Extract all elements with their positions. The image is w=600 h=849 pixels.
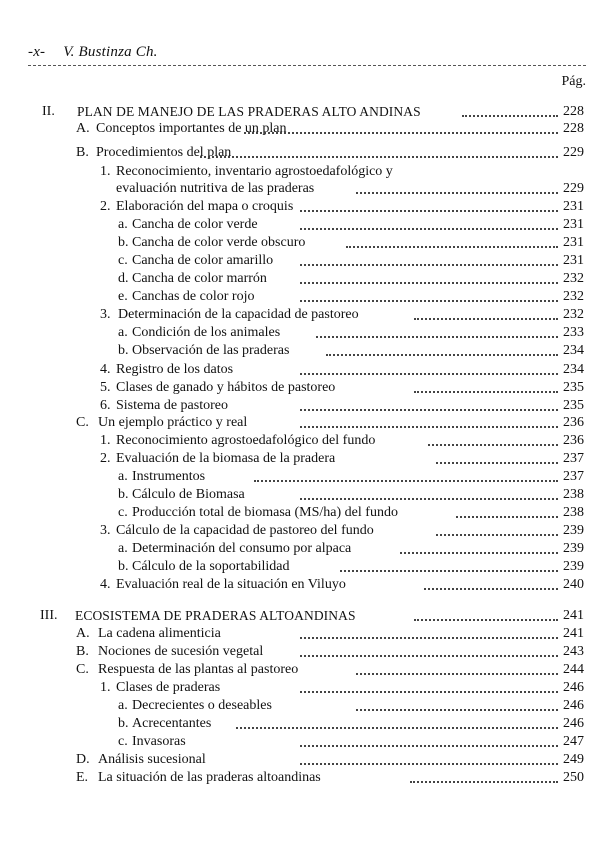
entry-page-number: 239 — [563, 559, 584, 574]
entry-title: Sistema de pastoreo — [116, 398, 228, 413]
toc-entry — [0, 643, 600, 661]
entry-title: Un ejemplo práctico y real — [98, 415, 248, 430]
entry-number: c. — [118, 734, 128, 749]
entry-page-number: 234 — [563, 362, 584, 377]
entry-title: Reconocimiento agrostoedafológico del fundo — [116, 433, 376, 448]
entry-number: E. — [76, 770, 89, 785]
entry-number: 3. — [100, 307, 111, 322]
section-heading — [0, 607, 600, 625]
entry-title: Cancha de color verde obscuro — [132, 235, 306, 250]
entry-title: Decrecientes o deseables — [132, 698, 272, 713]
toc-entry — [0, 661, 600, 679]
dot-leader — [414, 306, 558, 320]
dot-leader — [300, 288, 558, 302]
entry-title: Cálculo de Biomasa — [132, 487, 245, 502]
entry-number: 4. — [100, 362, 111, 377]
entry-title: Cálculo de la capacidad de pastoreo del fundo — [116, 523, 374, 538]
entry-number: d. — [118, 271, 129, 286]
entry-page-number: 244 — [563, 662, 584, 677]
dot-leader — [436, 522, 558, 536]
dot-leader — [300, 733, 558, 747]
entry-number: 4. — [100, 577, 111, 592]
entry-page-number: 232 — [563, 271, 584, 286]
entry-page-number: 236 — [563, 415, 584, 430]
entry-number: e. — [118, 289, 128, 304]
entry-title: Observación de las praderas — [132, 343, 290, 358]
entry-page-number: 232 — [563, 307, 584, 322]
toc-entry — [0, 625, 600, 643]
entry-title: Evaluación de la biomasa de la pradera — [116, 451, 336, 466]
toc-entry — [0, 769, 600, 787]
toc-entry — [0, 576, 600, 594]
entry-number: b. — [118, 235, 129, 250]
dot-leader — [300, 198, 558, 212]
dot-leader — [300, 252, 558, 266]
toc-entry — [0, 414, 600, 432]
entry-number: b. — [118, 559, 129, 574]
entry-number: b. — [118, 716, 129, 731]
entry-page-number: 241 — [563, 626, 584, 641]
entry-title: Respuesta de las plantas al pastoreo — [98, 662, 299, 677]
entry-number: 3. — [100, 523, 111, 538]
entry-page-number: 234 — [563, 343, 584, 358]
toc-entry — [0, 234, 600, 252]
entry-page-number: 238 — [563, 487, 584, 502]
entry-number: A. — [76, 626, 90, 641]
entry-page-number: 228 — [563, 104, 584, 119]
dot-leader — [356, 697, 558, 711]
dot-leader — [414, 379, 558, 393]
entry-number: 1. — [100, 164, 111, 179]
entry-number: c. — [118, 505, 128, 520]
entry-title: Determinación de la capacidad de pastoreo — [118, 307, 359, 322]
dot-leader — [414, 607, 558, 621]
toc-entry — [0, 306, 600, 324]
entry-page-number: 240 — [563, 577, 584, 592]
entry-number: 5. — [100, 380, 111, 395]
toc-entry — [0, 120, 600, 138]
entry-title: Invasoras — [132, 734, 186, 749]
entry-page-number: 228 — [563, 121, 584, 136]
dot-leader — [254, 468, 558, 482]
entry-title: ECOSISTEMA DE PRADERAS ALTOANDINAS — [75, 608, 356, 623]
dot-leader — [428, 432, 558, 446]
toc-entry — [0, 270, 600, 288]
toc-entry — [0, 144, 600, 162]
dot-leader — [300, 625, 558, 639]
entry-number: III. — [40, 608, 58, 623]
entry-page-number: 237 — [563, 469, 584, 484]
section-heading — [0, 103, 600, 121]
entry-page-number: 246 — [563, 680, 584, 695]
entry-number: A. — [76, 121, 90, 136]
entry-title: La situación de las praderas altoandinas — [98, 770, 321, 785]
page-column-heading: Pág. — [561, 74, 586, 89]
toc-entry — [0, 252, 600, 270]
dot-leader — [236, 715, 558, 729]
entry-title: Instrumentos — [132, 469, 206, 484]
dot-leader — [300, 397, 558, 411]
dot-leader — [346, 234, 558, 248]
dot-leader — [340, 558, 558, 572]
entry-page-number: 238 — [563, 505, 584, 520]
entry-title: Cancha de color marrón — [132, 271, 267, 286]
entry-number: C. — [76, 662, 89, 677]
entry-number: c. — [118, 253, 128, 268]
toc-entry — [0, 163, 600, 181]
entry-title: La cadena alimenticia — [98, 626, 221, 641]
dot-leader — [424, 576, 558, 590]
entry-title: Análisis sucesional — [98, 752, 206, 767]
toc-entry — [0, 697, 600, 715]
entry-title: Determinación del consumo por alpaca — [132, 541, 352, 556]
entry-page-number: 236 — [563, 433, 584, 448]
toc-entry — [0, 450, 600, 468]
entry-page-number: 231 — [563, 235, 584, 250]
dot-leader — [300, 643, 558, 657]
entry-title: Elaboración del mapa o croquis — [116, 199, 294, 214]
entry-number: 2. — [100, 451, 111, 466]
entry-page-number: 235 — [563, 398, 584, 413]
entry-page-number: 232 — [563, 289, 584, 304]
entry-number: a. — [118, 541, 128, 556]
entry-number: a. — [118, 325, 128, 340]
entry-page-number: 246 — [563, 716, 584, 731]
entry-number: D. — [76, 752, 90, 767]
toc-entry — [0, 468, 600, 486]
entry-number: 1. — [100, 433, 111, 448]
dot-leader — [356, 180, 558, 194]
entry-title: Producción total de biomasa (MS/ha) del fundo — [132, 505, 398, 520]
entry-title: Reconocimiento, inventario agrostoedafológico y — [116, 164, 393, 179]
entry-title: Conceptos importantes de un plan — [96, 121, 287, 136]
entry-page-number: 235 — [563, 380, 584, 395]
entry-title: Cancha de color verde — [132, 217, 258, 232]
dot-leader — [244, 120, 558, 134]
entry-page-number: 247 — [563, 734, 584, 749]
entry-number: II. — [42, 104, 55, 119]
dot-leader — [316, 324, 558, 338]
toc-entry — [0, 733, 600, 751]
entry-title: Evaluación real de la situación en Viluyo — [116, 577, 346, 592]
dot-leader — [300, 361, 558, 375]
entry-number: C. — [76, 415, 89, 430]
toc-entry — [0, 486, 600, 504]
entry-title: Clases de ganado y hábitos de pastoreo — [116, 380, 336, 395]
toc-entry — [0, 522, 600, 540]
toc-entry — [0, 432, 600, 450]
entry-page-number: 231 — [563, 199, 584, 214]
dot-leader — [410, 769, 558, 783]
entry-title: PLAN DE MANEJO DE LAS PRADERAS ALTO ANDINAS — [77, 104, 421, 119]
entry-page-number: 231 — [563, 253, 584, 268]
toc-entry — [0, 216, 600, 234]
toc-entry — [0, 379, 600, 397]
entry-page-number: 249 — [563, 752, 584, 767]
dot-leader — [300, 216, 558, 230]
toc-entry — [0, 324, 600, 342]
entry-page-number: 229 — [563, 181, 584, 196]
entry-title: Acrecentantes — [132, 716, 212, 731]
entry-number: a. — [118, 469, 128, 484]
entry-number: 2. — [100, 199, 111, 214]
dot-leader — [462, 103, 558, 117]
entry-title: Procedimientos del plan — [96, 145, 232, 160]
entry-number: a. — [118, 217, 128, 232]
entry-page-number: 229 — [563, 145, 584, 160]
dot-leader — [300, 414, 558, 428]
entry-page-number: 233 — [563, 325, 584, 340]
dot-leader — [300, 751, 558, 765]
author-name: V. Bustinza Ch. — [63, 44, 158, 60]
toc-entry — [0, 288, 600, 306]
toc-entry — [0, 180, 600, 198]
toc-entry — [0, 198, 600, 216]
toc-entry — [0, 679, 600, 697]
entry-page-number: 250 — [563, 770, 584, 785]
toc-entry — [0, 342, 600, 360]
entry-title: Cancha de color amarillo — [132, 253, 274, 268]
entry-title: Nociones de sucesión vegetal — [98, 644, 264, 659]
entry-page-number: 246 — [563, 698, 584, 713]
toc-entry — [0, 540, 600, 558]
dot-leader — [326, 342, 558, 356]
dot-leader — [200, 144, 558, 158]
dot-leader — [436, 450, 558, 464]
dot-leader — [300, 679, 558, 693]
toc-entry — [0, 361, 600, 379]
entry-number: B. — [76, 644, 89, 659]
entry-number: 6. — [100, 398, 111, 413]
entry-page-number: 243 — [563, 644, 584, 659]
entry-title: Registro de los datos — [116, 362, 234, 377]
entry-number: 1. — [100, 680, 111, 695]
entry-number: b. — [118, 487, 129, 502]
dot-leader — [300, 486, 558, 500]
entry-page-number: 239 — [563, 523, 584, 538]
entry-number: b. — [118, 343, 129, 358]
page-number: -x- — [28, 44, 46, 60]
entry-number: B. — [76, 145, 89, 160]
entry-number: a. — [118, 698, 128, 713]
toc-entry — [0, 715, 600, 733]
entry-title: Clases de praderas — [116, 680, 221, 695]
entry-page-number: 237 — [563, 451, 584, 466]
dot-leader — [400, 540, 558, 554]
dot-leader — [456, 504, 558, 518]
entry-title: evaluación nutritiva de las praderas — [116, 181, 315, 196]
entry-page-number: 241 — [563, 608, 584, 623]
toc-entry — [0, 397, 600, 415]
entry-page-number: 231 — [563, 217, 584, 232]
dot-leader — [356, 661, 558, 675]
entry-title: Condición de los animales — [132, 325, 281, 340]
entry-page-number: 239 — [563, 541, 584, 556]
entry-title: Canchas de color rojo — [132, 289, 255, 304]
toc-entry — [0, 751, 600, 769]
dot-leader — [300, 270, 558, 284]
toc-entry — [0, 558, 600, 576]
toc-entry — [0, 504, 600, 522]
entry-title: Cálculo de la soportabilidad — [132, 559, 290, 574]
